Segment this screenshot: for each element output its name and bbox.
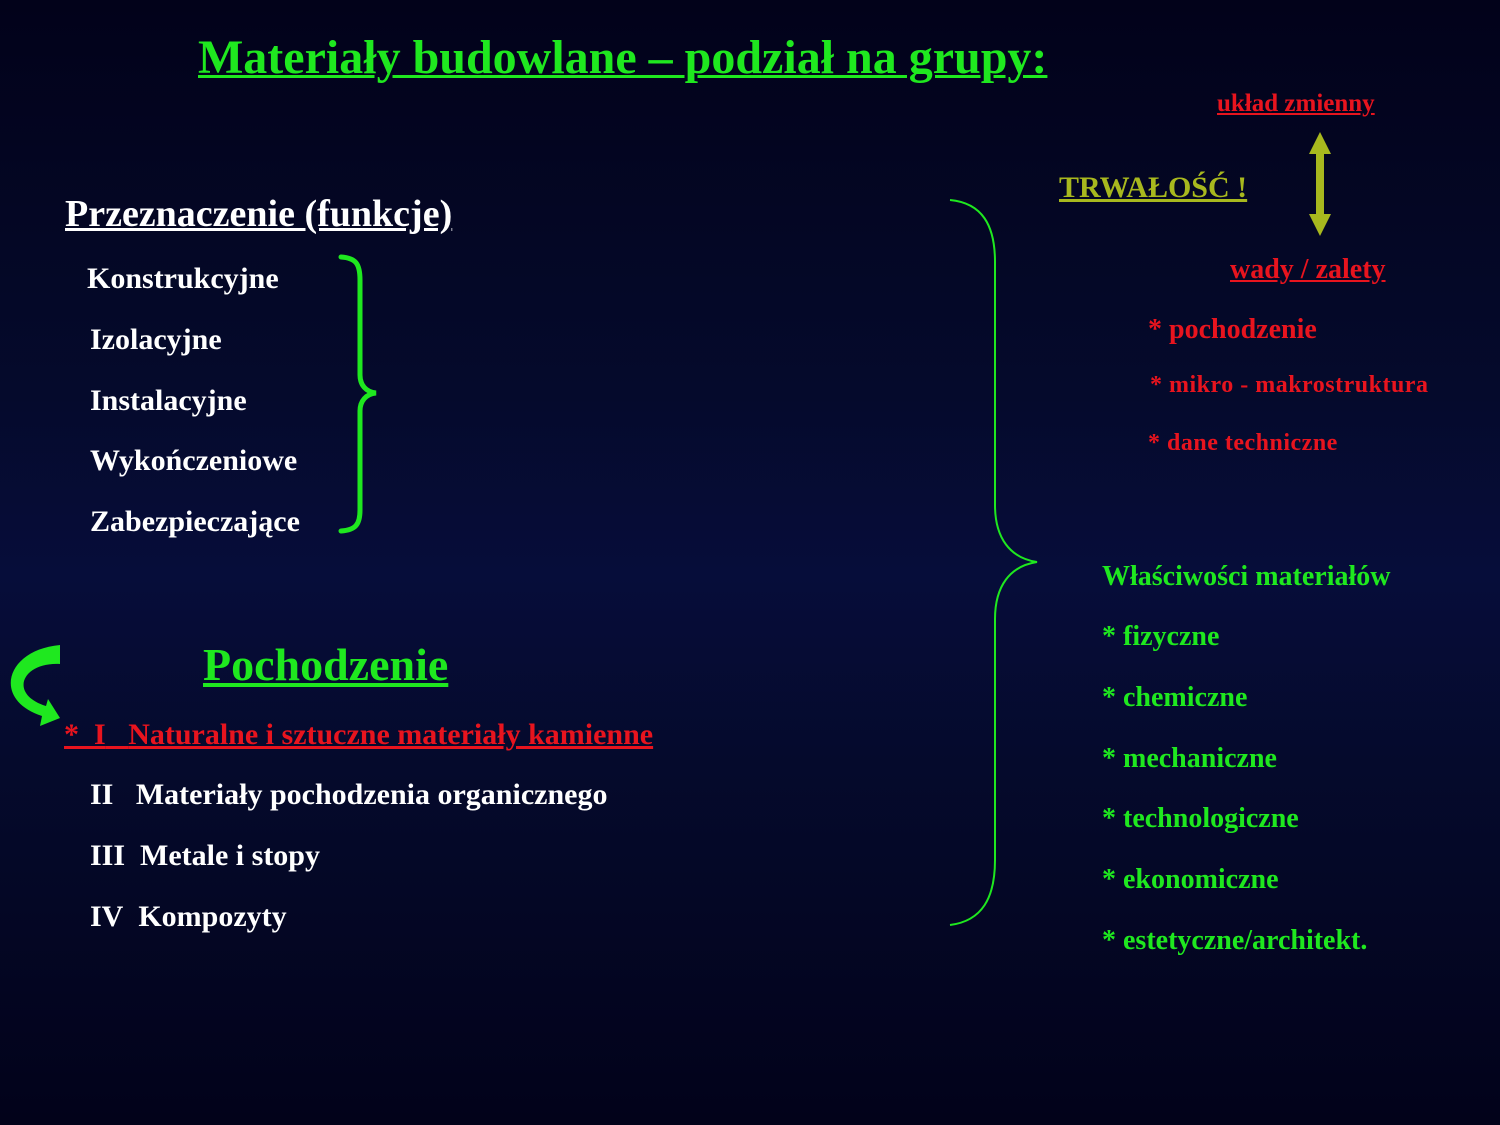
wlasciwosci-item: * fizyczne (1102, 621, 1220, 652)
pochodzenie-marker: * (64, 718, 79, 751)
wady-zalety-label: wady / zalety (1230, 254, 1386, 285)
pochodzenie-text: Materiały pochodzenia organicznego (135, 778, 608, 811)
pochodzenie-num: II (90, 778, 114, 811)
large-brace-icon (950, 200, 1037, 925)
small-brace-icon (341, 257, 376, 531)
pochodzenie-text: Metale i stopy (140, 839, 320, 872)
przeznaczenie-item: Zabezpieczające (90, 505, 300, 538)
pochodzenie-text: Naturalne i sztuczne materiały kamienne (128, 718, 654, 751)
przeznaczenie-item: Instalacyjne (90, 384, 247, 417)
wlasciwosci-item: * ekonomiczne (1102, 864, 1279, 895)
pochodzenie-num: III (90, 839, 126, 872)
red-list-item: * dane techniczne (1148, 430, 1338, 456)
pochodzenie-heading: Pochodzenie (203, 639, 449, 690)
uklad-zmienny-label: układ zmienny (1217, 90, 1375, 117)
wlasciwosci-item: * technologiczne (1102, 803, 1299, 834)
curved-arrow-icon (11, 645, 60, 726)
przeznaczenie-item: Konstrukcyjne (87, 262, 279, 295)
przeznaczenie-heading: Przeznaczenie (funkcje) (65, 193, 453, 235)
wlasciwosci-item: * chemiczne (1102, 682, 1248, 713)
pochodzenie-num: IV (90, 900, 124, 933)
wlasciwosci-item: * mechaniczne (1102, 743, 1277, 774)
trwalosc-label: TRWAŁOŚĆ ! (1059, 171, 1248, 204)
red-list-item: * pochodzenie (1148, 314, 1317, 345)
przeznaczenie-item: Izolacyjne (90, 323, 222, 356)
wlasciwosci-heading: Właściwości materiałów (1102, 561, 1391, 592)
pochodzenie-text: Kompozyty (138, 900, 287, 933)
slide-title: Materiały budowlane – podział na grupy: (198, 31, 1048, 84)
double-arrow-icon (1309, 132, 1331, 236)
przeznaczenie-item: Wykończeniowe (90, 444, 298, 477)
pochodzenie-num: I (94, 718, 106, 751)
red-list-item: * mikro - makrostruktura (1150, 372, 1429, 398)
wlasciwosci-item: * estetyczne/architekt. (1102, 925, 1368, 956)
